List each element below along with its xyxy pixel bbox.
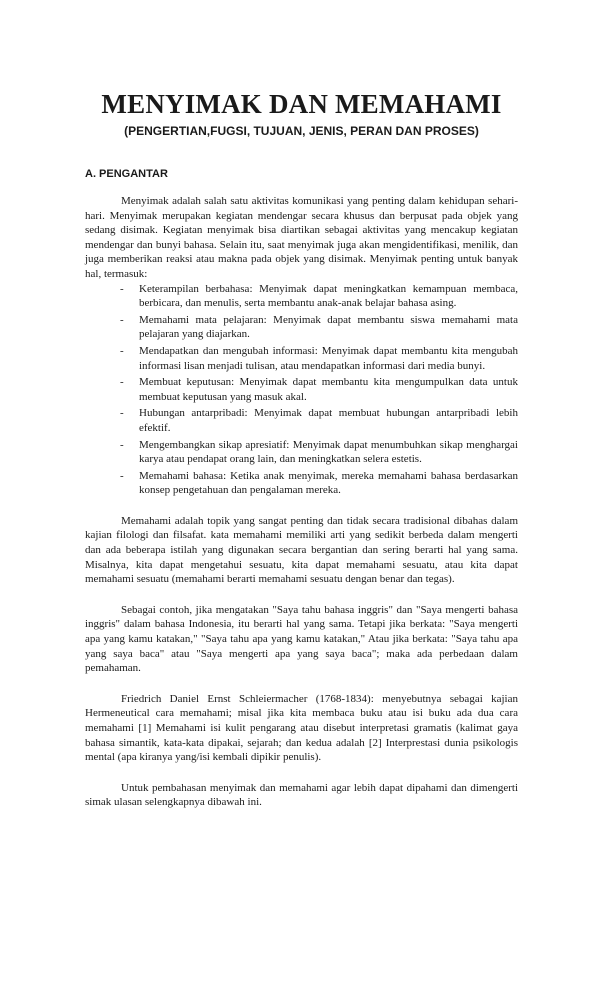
bullet-dash: - [120, 282, 124, 295]
paragraph-contoh: Sebagai contoh, jika mengatakan "Saya tahu bahasa inggris" dan "Saya mengerti bahasa inggris" dalam bahasa Indonesia, itu berarti hal yang sama. Tetapi jika berkata: "Saya mengerti apa yang kamu katakan," "Saya tahu apa yang kamu katakan," Atau jika berkata: "Saya tahu apa yang saya baca" atau "Saya mengerti apa yang saya baca"; maka ada perbedaan dalam pemahaman. [85, 603, 518, 675]
bullet-dash: - [120, 438, 124, 451]
bullet-item [120, 438, 518, 467]
bullet-text: Mengembangkan sikap apresiatif: Menyimak dapat menumbuhkan sikap menghargai karya atau pendapat orang lain, dan meningkatkan selera estetis. [139, 438, 518, 466]
document-page [0, 88, 600, 1006]
paragraph-penutup: Untuk pembahasan menyimak dan memahami agar lebih dapat dipahami dan dimengerti simak ulasan selengkapnya dibawah ini. [85, 781, 518, 809]
bullet-dash: - [120, 407, 124, 420]
paragraph-memahami: Memahami adalah topik yang sangat penting dan tidak secara tradisional dibahas dalam kajian filologi dan filsafat. kata memahami memiliki arti yang sedikit berbeda dalam mengerti dan ada beberapa istilah yang digunakan secara bergantian dan sering berarti hal yang sama. Misalnya, kita dapat mengetahui sesuatu, kita dapat memahami sesuatu, atau kita dapat memahami sesuatu (memahami berarti memahami sesuatu dengan benar dan tegas). [85, 514, 518, 586]
document-title: MENYIMAK DAN MEMAHAMI [101, 89, 502, 119]
bullet-text: Hubungan antarpribadi: Menyimak dapat membuat hubungan antarpribadi lebih efektif. [139, 407, 518, 434]
bullet-item [120, 344, 518, 373]
bullet-dash: - [120, 313, 124, 326]
bullet-dash: - [120, 376, 124, 389]
bullet-list [85, 282, 518, 498]
bullet-item [120, 375, 518, 404]
bullet-text: Memahami bahasa: Ketika anak menyimak, mereka memahami bahasa berdasarkan konsep pengetahuan dan pengalaman mereka. [139, 469, 518, 497]
bullet-text: Keterampilan berbahasa: Menyimak dapat meningkatkan kemampuan membaca, berbicara, dan menulis, serta membantu anak-anak belajar bahasa asing. [139, 282, 518, 310]
document-subtitle: (PENGERTIAN,FUGSI, TUJUAN, JENIS, PERAN DAN PROSES) [124, 124, 479, 138]
bullet-text: Membuat keputusan: Menyimak dapat membantu kita mengumpulkan data untuk membuat keputusan yang masuk akal. [139, 376, 518, 403]
bullet-item [120, 469, 518, 498]
bullet-dash: - [120, 469, 124, 482]
bullet-text: Mendapatkan dan mengubah informasi: Menyimak dapat membantu kita mengubah informasi lisan menjadi tulisan, atau mendapatkan informasi dari media bunyi. [139, 344, 518, 372]
section-heading: A. PENGANTAR [85, 168, 168, 180]
bullet-dash: - [120, 344, 124, 357]
bullet-item [120, 406, 518, 435]
bullet-item [120, 282, 518, 311]
bullet-item [120, 313, 518, 342]
paragraph-schleiermacher: Friedrich Daniel Ernst Schleiermacher (1768-1834): menyebutnya sebagai kajian Hermeneutical cara memahami; misal jika kita membaca buku atau isi buku ada dua cara memahami [1] Memahami isi kulit pengarang atau disebut interpretasi gramatis (kalimat gaya bahasa simantik, kata-kata dipakai, sejarah; dan kedua adalah [2] Interprestasi dunia psikologis mental (apa kiranya yang/isi kembali dipikir penulis). [85, 692, 518, 764]
bullet-text: Memahami mata pelajaran: Menyimak dapat membantu siswa memahami mata pelajaran yang diajarkan. [139, 313, 518, 341]
intro-paragraph: Menyimak adalah salah satu aktivitas komunikasi yang penting dalam kehidupan sehari-hari. Menyimak merupakan kegiatan mendengar secara khusus dan berpusat pada objek yang sedang disimak. Kegiatan menyimak bisa diartikan sebagai aktivitas yang mencakup kegiatan mendengar dan bunyi bahasa. Selain itu, saat menyimak juga akan mengidentifikasi, menilik, dan juga memberikan reaksi atau makna pada objek yang disimak. Menyimak penting untuk banyak hal, termasuk: [85, 195, 518, 280]
